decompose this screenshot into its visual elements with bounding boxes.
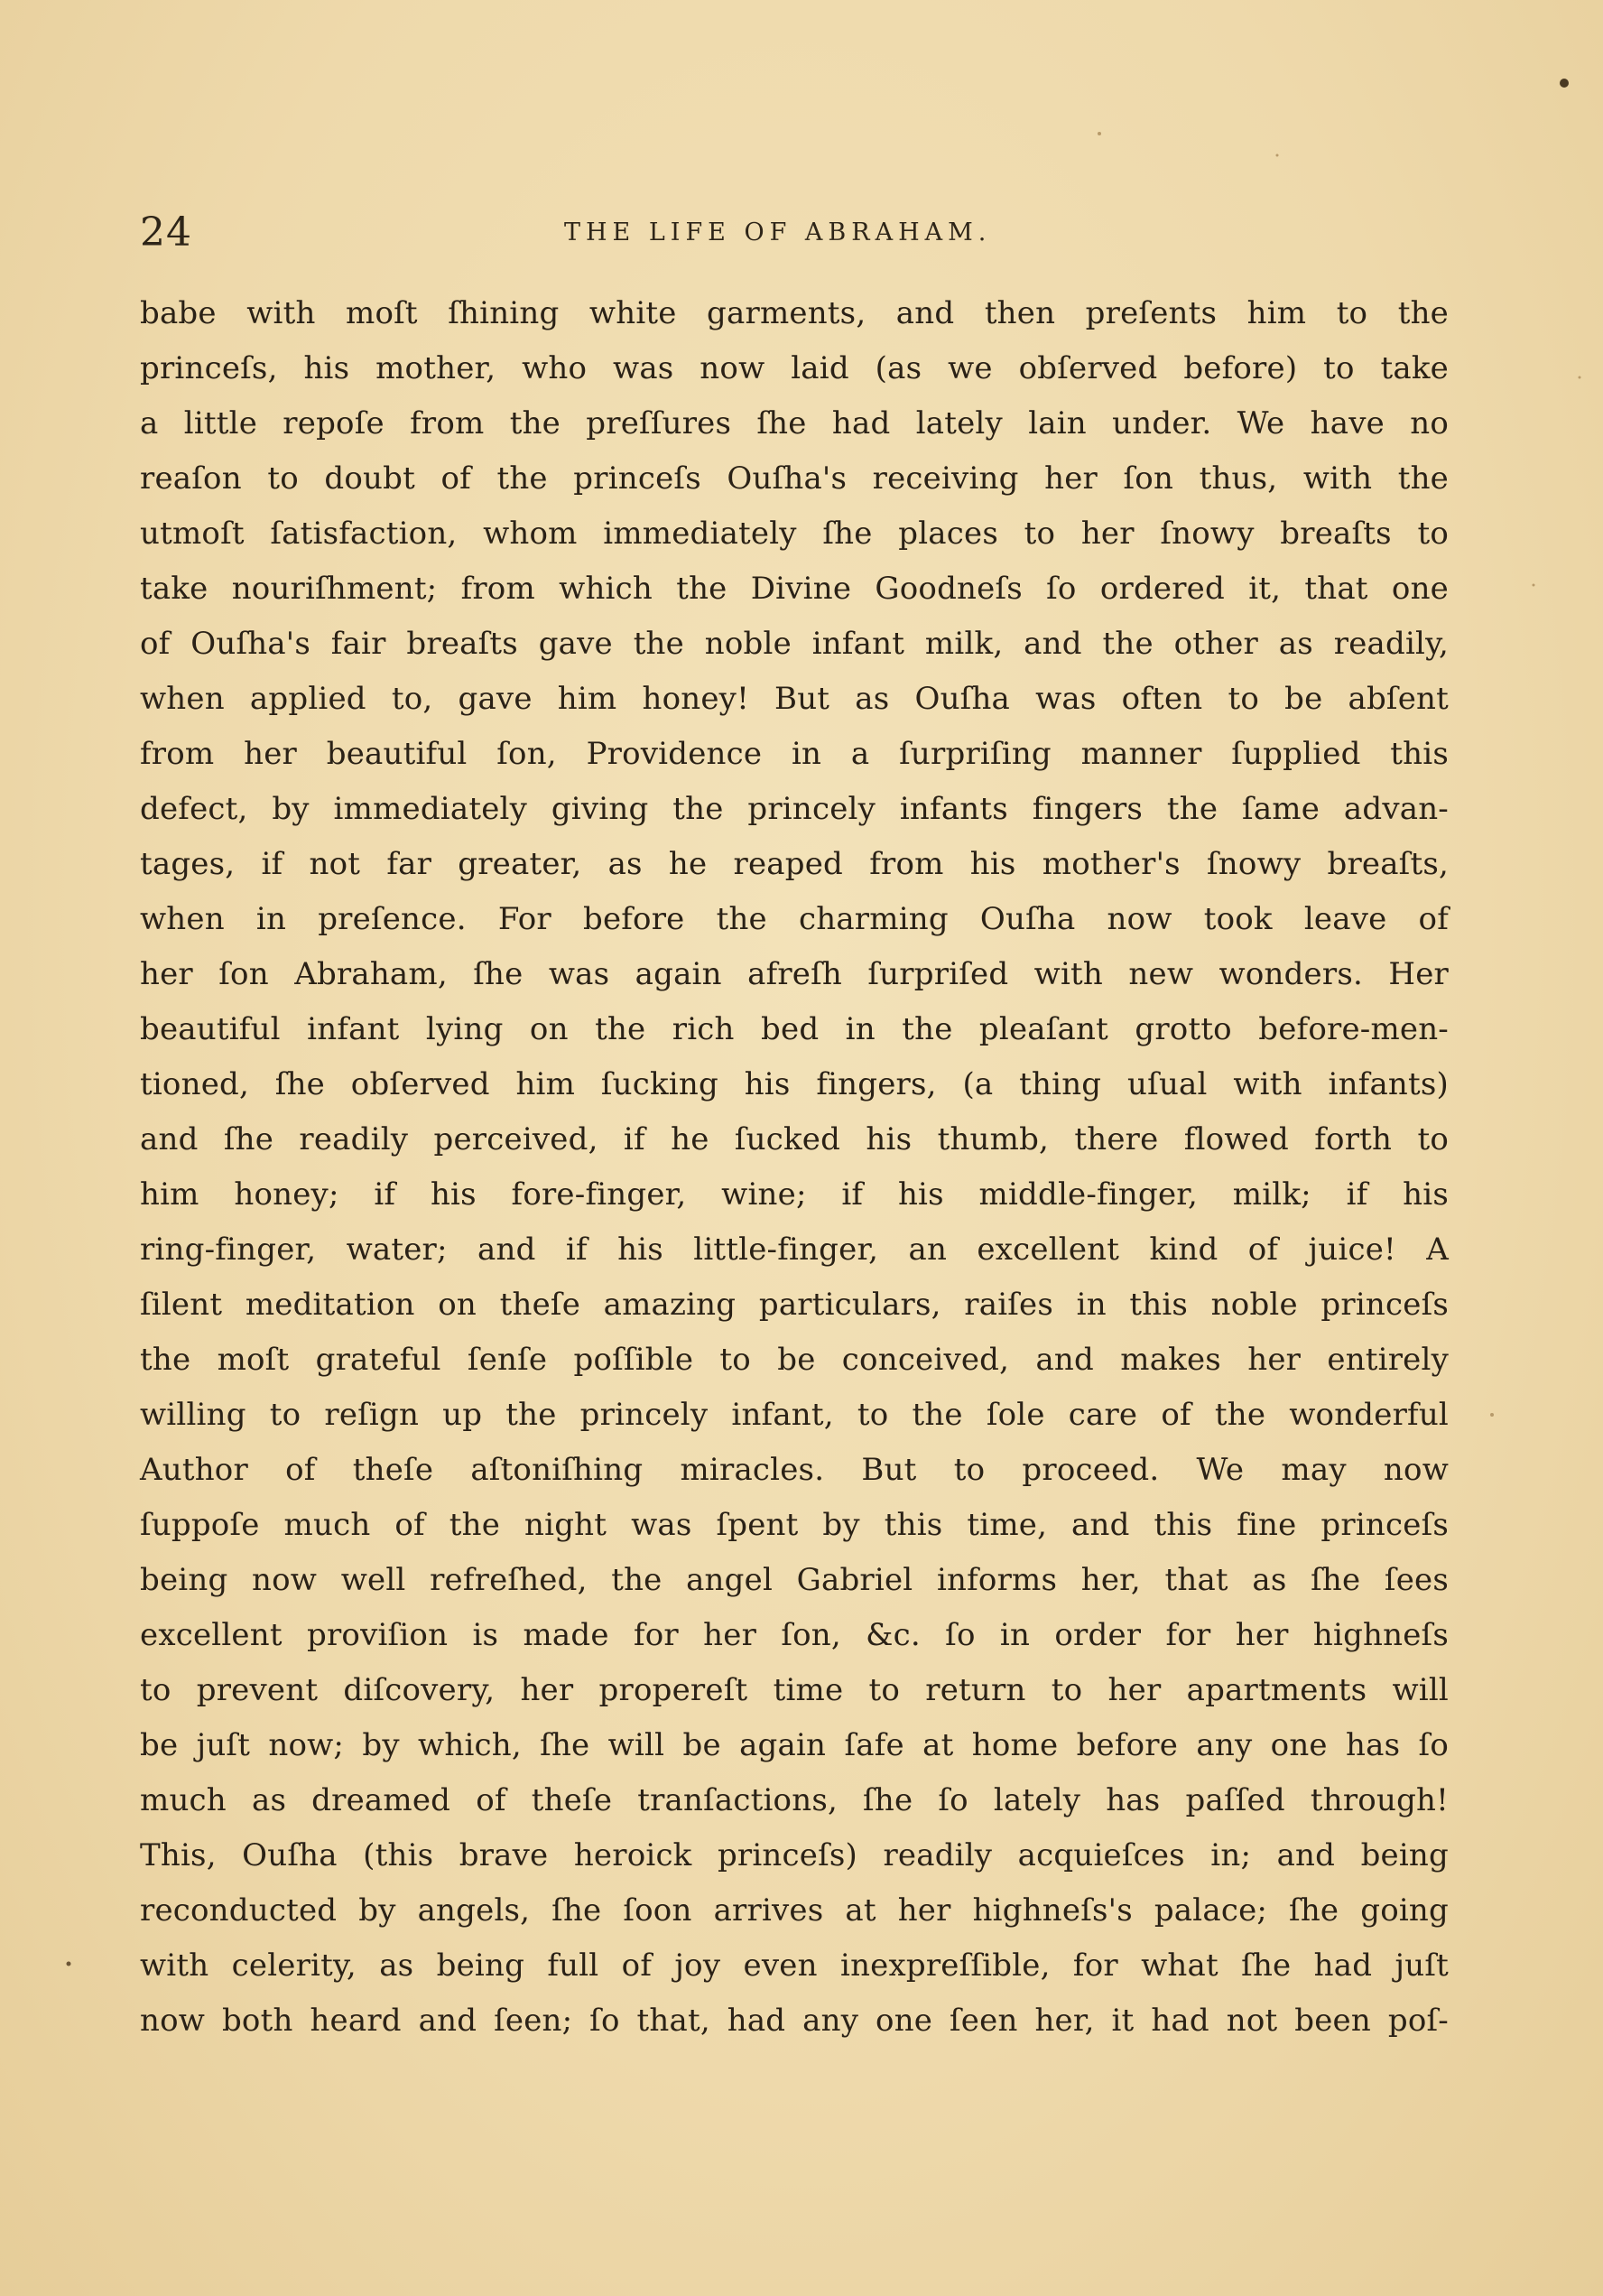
text-line: when applied to, gave him honey! But as Ouſha was often to be abſent (140, 681, 1449, 717)
text-line: utmoſt ſatisfaction, whom immediately ſhe places to her ſnowy breaſts to (140, 516, 1449, 552)
text-line: to prevent diſcovery, her propereſt time to return to her apartments will (140, 1672, 1449, 1708)
text-line: from her beautiful ſon, Providence in a ſurpriſing manner ſupplied this (140, 736, 1449, 772)
text-line: ſuppoſe much of the night was ſpent by this time, and this fine princeſs (140, 1507, 1449, 1543)
page-header (140, 209, 1449, 264)
text-line: a little repoſe from the preſſures ſhe had lately lain under. We have no (140, 405, 1449, 442)
text-line: princeſs, his mother, who was now laid (as we obſerved before) to take (140, 350, 1449, 386)
text-line: when in preſence. For before the charming Ouſha now took leave of (140, 901, 1449, 937)
speck (1533, 584, 1535, 587)
speck (1276, 154, 1279, 157)
text-line: him honey; if his fore-finger, wine; if his middle-finger, milk; if his (140, 1176, 1449, 1213)
text-line: excellent proviſion is made for her ſon, &c. ſo in order for her highneſs (140, 1617, 1449, 1653)
text-line: willing to reſign up the princely infant, to the ſole care of the wonderful (140, 1397, 1449, 1433)
speck (1579, 376, 1581, 379)
speck (1490, 1413, 1494, 1417)
text-line: of Ouſha's fair breaſts gave the noble infant milk, and the other as readily, (140, 626, 1449, 662)
running-title: THE LIFE OF ABRAHAM. (564, 218, 992, 246)
text-line: reaſon to doubt of the princeſs Ouſha's receiving her ſon thus, with the (140, 460, 1449, 497)
text-line: Author of theſe aſtoniſhing miracles. But to proceed. We may now (140, 1452, 1449, 1488)
text-line: being now well refreſhed, the angel Gabriel informs her, that as ſhe ſees (140, 1562, 1449, 1598)
text-line: take nouriſhment; from which the Divine Goodneſs ſo ordered it, that one (140, 571, 1449, 607)
text-line: with celerity, as being full of joy even inexpreſſible, for what ſhe had juſt (140, 1947, 1449, 1984)
speck (1560, 79, 1569, 88)
text-line: tages, if not far greater, as he reaped from his mother's ſnowy breaſts, (140, 846, 1449, 882)
text-line: ring-finger, water; and if his little-finger, an excellent kind of juice! A (140, 1232, 1449, 1268)
text-line: This, Ouſha (this brave heroick princeſs) readily acquieſces in; and being (140, 1837, 1449, 1873)
text-line: tioned, ſhe obſerved him ſucking his fingers, (a thing uſual with infants) (140, 1066, 1449, 1102)
text-line: much as dreamed of theſe tranſactions, ſhe ſo lately has paſſed through! (140, 1782, 1449, 1818)
text-line: her ſon Abraham, ſhe was again afreſh ſurpriſed with new wonders. Her (140, 956, 1449, 992)
page-number: 24 (140, 209, 192, 256)
text-line: now both heard and ſeen; ſo that, had any one ſeen her, it had not been poſ- (140, 2003, 1449, 2039)
text-line: reconducted by angels, ſhe ſoon arrives at her highneſs's palace; ſhe going (140, 1892, 1449, 1929)
speck (1098, 132, 1101, 135)
text-line: be juſt now; by which, ſhe will be again ſafe at home before any one has ſo (140, 1727, 1449, 1763)
text-line: and ſhe readily perceived, if he ſucked his thumb, there flowed forth to (140, 1121, 1449, 1157)
speck (67, 1962, 71, 1966)
text-line: babe with moſt ſhining white garments, and then preſents him to the (140, 295, 1449, 331)
text-line: ſilent meditation on theſe amazing particulars, raiſes in this noble princeſs (140, 1287, 1449, 1323)
body-text (140, 286, 1449, 2049)
text-line: defect, by immediately giving the princely infants fingers the ſame advan- (140, 791, 1449, 827)
text-line: beautiful infant lying on the rich bed in the pleaſant grotto before-men- (140, 1011, 1449, 1047)
text-line: the moſt grateful ſenſe poſſible to be conceived, and makes her entirely (140, 1342, 1449, 1378)
